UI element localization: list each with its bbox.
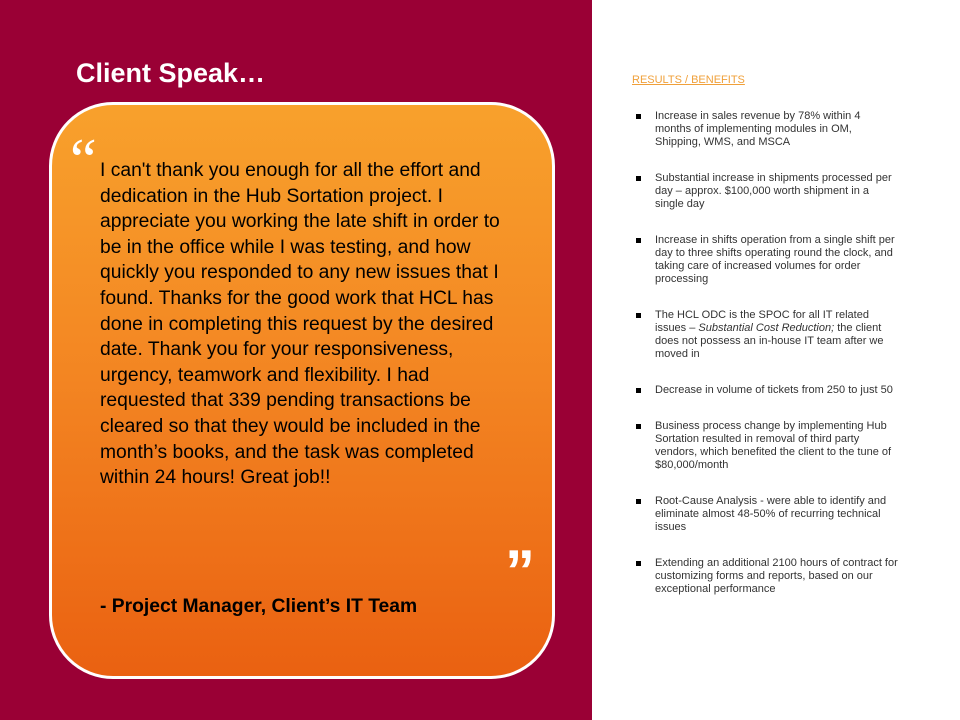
slide-title: Client Speak… — [76, 58, 266, 88]
result-text: Substantial increase in shipments processed per day – approx. $100,000 worth shipment in a single day — [655, 172, 892, 210]
square-bullet-icon — [636, 176, 641, 181]
result-item — [636, 420, 898, 472]
result-item — [636, 557, 898, 596]
open-quote-mark: “ — [70, 127, 97, 193]
result-text: Root-Cause Analysis - were able to identify and eliminate almost 48-50% of recurring technical issues — [655, 495, 887, 533]
result-text-part: the client does not possess an in-house IT team after we moved in — [655, 322, 884, 360]
testimonial-quote: I can't thank you enough for all the effort and dedication in the Hub Sortation project. I appreciate you working the late shift in order to be in the office while I was testing, and how quickly you responded to any new issues that I found. Thanks for the good work that HCL has done in completing this request by the desired date. Thank you for your responsiveness, urgency, teamwork and flexibility. I had requested that 339 pending transactions be cleared so that they would be included in the month’s books, and the task was completed within 24 hours! Great job!! — [100, 160, 500, 489]
square-bullet-icon — [636, 561, 641, 566]
result-item — [636, 234, 898, 286]
result-text-part: The HCL ODC is the SPOC for all IT related issues – — [655, 309, 869, 334]
square-bullet-icon — [636, 499, 641, 504]
square-bullet-icon — [636, 388, 641, 393]
result-text: Increase in shifts operation from a single shift per day to three shifts operating round the clock, and taking care of increased volumes for order processing — [655, 234, 895, 285]
result-item — [636, 309, 898, 361]
result-item — [636, 384, 898, 397]
testimonial-attribution: - Project Manager, Client’s IT Team — [100, 596, 418, 617]
result-text: Business process change by implementing Hub Sortation resulted in removal of third party vendors, which benefited the client to the tune of $80,000/month — [655, 420, 892, 471]
result-text-emphasis: Substantial Cost Reduction; — [698, 322, 835, 334]
result-item — [636, 495, 898, 534]
result-text: Extending an additional 2100 hours of contract for customizing forms and reports, based on our exceptional performance — [655, 557, 898, 595]
results-heading: RESULTS / BENEFITS — [632, 74, 745, 86]
square-bullet-icon — [636, 238, 641, 243]
result-text: Increase in sales revenue by 78% within 4 months of implementing modules in OM, Shipping, WMS, and MSCA — [655, 110, 861, 148]
square-bullet-icon — [636, 313, 641, 318]
square-bullet-icon — [636, 114, 641, 119]
close-quote-mark: ” — [505, 538, 535, 605]
square-bullet-icon — [636, 424, 641, 429]
result-item — [636, 110, 898, 149]
results-list — [636, 110, 898, 619]
result-item — [636, 172, 898, 211]
result-text: Decrease in volume of tickets from 250 to just 50 — [655, 384, 893, 396]
